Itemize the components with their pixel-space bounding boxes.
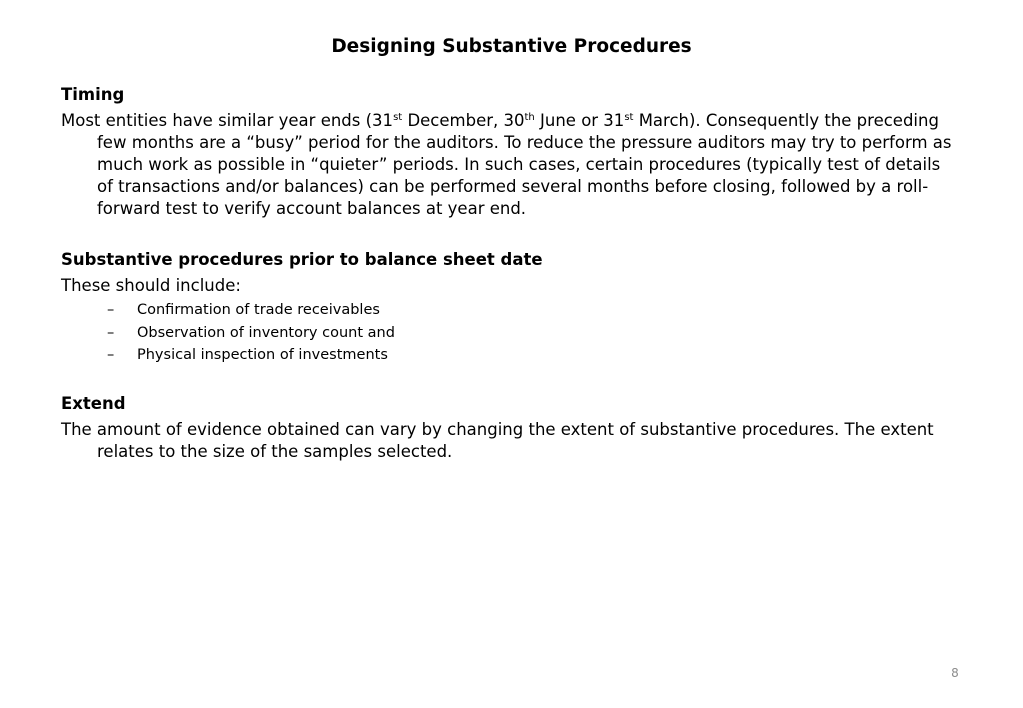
prior-intro: These should include:: [61, 276, 241, 295]
slide-title: Designing Substantive Procedures: [331, 36, 692, 57]
page-number: 8: [951, 666, 959, 680]
timing-sup-3: st: [624, 112, 634, 123]
list-item: [107, 322, 961, 345]
list-item-text: Physical inspection of investments: [137, 347, 388, 363]
slide-content: [61, 84, 961, 463]
timing-text-2: December, 30: [402, 111, 525, 130]
list-item: [107, 344, 961, 367]
extend-heading: Extend: [61, 393, 126, 413]
extend-paragraph: The amount of evidence obtained can vary by changing the extent of substantive procedures. The extent relates to the size of the samples selected.: [61, 419, 934, 461]
prior-section: [61, 249, 961, 367]
dash-bullet: –: [107, 347, 115, 363]
extend-section: [61, 393, 961, 463]
timing-paragraph: [61, 110, 961, 220]
dash-bullet: –: [107, 302, 115, 318]
timing-text-1: Most entities have similar year ends (31: [61, 111, 394, 130]
list-item-text: Confirmation of trade receivables: [137, 302, 380, 318]
timing-text-3: June or 31: [534, 111, 625, 130]
dash-bullet: –: [107, 324, 115, 341]
timing-section: [61, 84, 961, 220]
prior-heading: Substantive procedures prior to balance sheet date: [61, 250, 543, 269]
list-item: [107, 299, 961, 322]
timing-sup-2: th: [524, 112, 535, 123]
timing-text-4: March). Consequently the preceding few months are a “busy” period for the auditors. To reduce the pressure auditors may try to perform as much work as possible in “quieter” periods. In such cases, certain procedures (typically test of details of transactions and/or balances) can be performed several months before closing, followed by a roll-forward test to verify account balances at year end.: [97, 111, 952, 218]
prior-list: [61, 299, 961, 367]
list-item-text: Observation of inventory count and: [137, 324, 395, 341]
timing-heading: Timing: [61, 85, 125, 104]
timing-sup-1: st: [393, 112, 403, 123]
